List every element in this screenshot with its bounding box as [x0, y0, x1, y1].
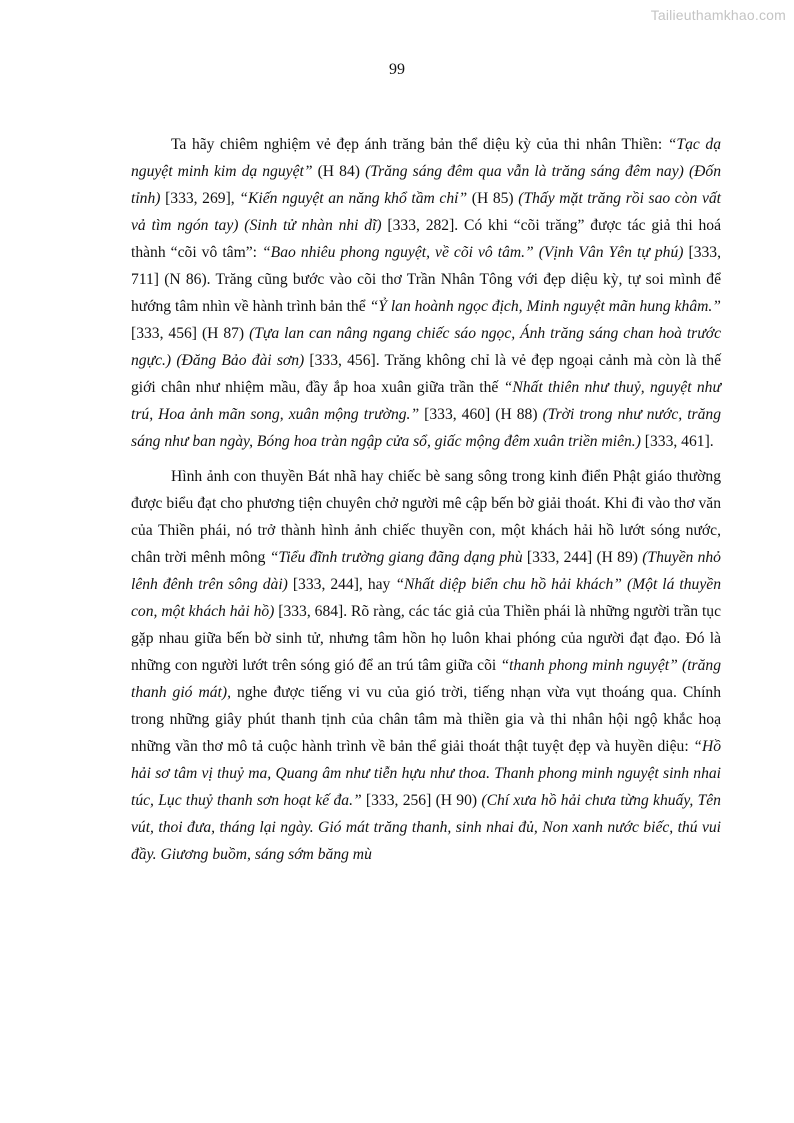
- text-run: [333, 244], hay: [287, 576, 396, 593]
- text-run: nghe được tiếng vi vu của gió trời, tiếng nhạn vừa vụt thoáng qua. Chính trong những giây phút thanh tịnh của chân tâm mà thiền gia và thi nhân hội ngộ khắc hoạ những vần thơ mô tả cuộc hành trình về bản thể giải thoát thật tuyệt đẹp và huyền diệu:: [131, 684, 721, 755]
- italic-text-run: (Thấy mặt trăng rồi sao còn vất vả tìm ngón tay) (Sinh tử nhàn nhi dĩ): [131, 190, 721, 234]
- italic-text-run: “Ỷ lan hoành ngọc địch, Minh nguyệt mãn hung khâm.”: [369, 298, 721, 315]
- text-run: [333, 269],: [160, 190, 240, 207]
- italic-text-run: (Trăng sáng đêm qua vẫn là trăng sáng đêm nay) (Đốn tỉnh): [131, 163, 721, 207]
- watermark: Tailieuthamkhao.com: [650, 7, 786, 23]
- text-run: Hình ảnh con thuyền Bát nhã hay chiếc bè sang sông trong kinh điển Phật giáo thường được biểu đạt cho phương tiện chuyên chở người mê cập bến bờ giải thoát. Khi đi vào thơ văn của Thiền phái, nó trở thành hình ảnh chiếc thuyền con, một khách hải hồ lướt sóng nước, chân trời mênh mông: [131, 468, 721, 566]
- text-run: (H 85): [467, 190, 519, 207]
- text-run: [333, 256] (H 90): [361, 792, 482, 809]
- text-run: [333, 684]. Rõ ràng, các tác giả của Thiền phái là những người trần tục gặp nhau giữa bến bờ sinh tử, nhưng tâm hồn họ luôn khai phóng của người đạt đạo. Đó là những con người lướt trên sóng gió để an trú tâm giữa cõi: [131, 603, 722, 674]
- italic-text-run: “Tạc dạ nguyệt minh kim dạ nguyệt”: [131, 136, 721, 180]
- italic-text-run: (Tựa lan can nâng ngang chiếc sáo ngọc, Ánh trăng sáng chan hoà trước ngực.) (Đăng Bảo đài sơn): [131, 325, 721, 369]
- text-run: [333, 461].: [640, 433, 714, 450]
- italic-text-run: “Tiểu đĩnh trường giang đãng dạng phù: [269, 549, 523, 566]
- paragraph-moon: [131, 131, 721, 455]
- text-run: Ta hãy chiêm nghiệm vẻ đẹp ánh trăng bản thể diệu kỳ của thi nhân Thiền:: [171, 136, 668, 153]
- italic-text-run: “Nhất thiên như thuỷ, nguyệt như trú, Hoa ảnh mãn song, xuân mộng trường.”: [131, 379, 721, 423]
- page-body: [131, 131, 721, 876]
- italic-text-run: “Nhất diệp biển chu hồ hải khách” (Một lá thuyền con, một khách hải hồ): [131, 576, 721, 620]
- italic-text-run: “Bao nhiêu phong nguyệt, về cõi vô tâm.” (Vịnh Vân Yên tự phú): [262, 244, 684, 261]
- italic-text-run: “Kiến nguyệt an năng khổ tầm chỉ”: [239, 190, 468, 207]
- text-run: (H 84): [312, 163, 366, 180]
- italic-text-run: (Thuyền nhỏ lênh đênh trên sông dài): [131, 549, 721, 593]
- paragraph-boat: [131, 463, 721, 868]
- text-run: [333, 456]. Trăng không chỉ là vẻ đẹp ngoại cảnh mà còn là thế giới chân như nhiệm mầu, đầy ắp hoa xuân giữa trần thế: [131, 352, 721, 396]
- italic-text-run: (Chí xưa hồ hải chưa từng khuấy, Tên vút, thoi đưa, tháng lại ngày. Gió mát trăng thanh, sinh nhai đủ, Non xanh nước biếc, thú vui đầy. Giương buồm, sáng sớm băng mù: [131, 792, 721, 863]
- italic-text-run: (Trời trong như nước, trăng sáng như ban ngày, Bóng hoa tràn ngập cửa sổ, giấc mộng đêm xuân triền miên.): [131, 406, 721, 450]
- text-run: [333, 282]. Có khi “cõi trăng” được tác giả thi hoá thành “cõi vô tâm”:: [131, 217, 721, 261]
- italic-text-run: “Hồ hải sơ tâm vị thuỷ ma, Quang âm như tiễn hựu như thoa. Thanh phong minh nguyệt sinh nhai túc, Lục thuỷ thanh sơn hoạt kế đa.”: [131, 738, 721, 809]
- italic-text-run: “thanh phong minh nguyệt” (trăng thanh gió mát),: [131, 657, 721, 701]
- text-run: [333, 711] (N 86). Trăng cũng bước vào cõi thơ Trần Nhân Tông với đẹp diệu kỳ, tự soi mình để hướng tâm nhìn về hành trình bản thể: [131, 244, 721, 315]
- text-run: [333, 460] (H 88): [419, 406, 543, 423]
- page-number: 99: [389, 61, 405, 78]
- text-run: [333, 456] (H 87): [131, 325, 250, 342]
- text-run: [333, 244] (H 89): [522, 549, 643, 566]
